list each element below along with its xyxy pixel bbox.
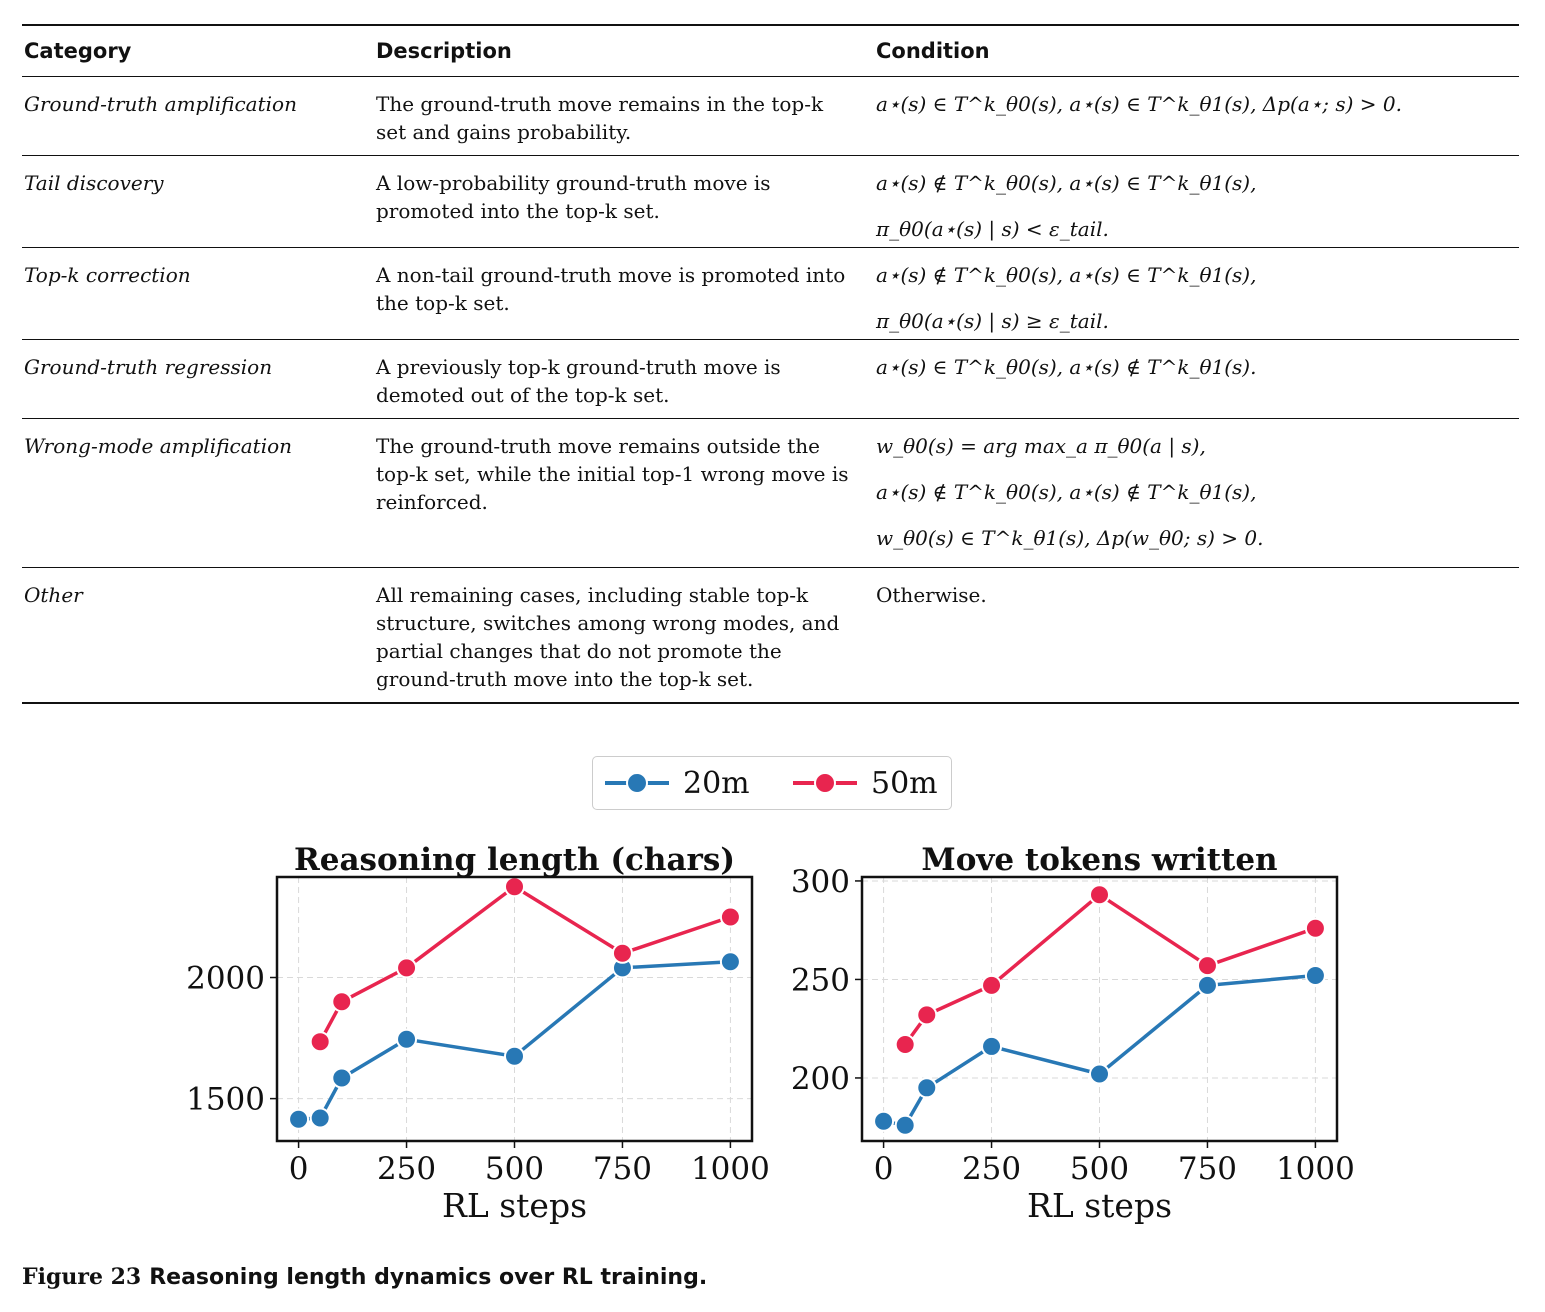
row-condition — [876, 581, 1516, 627]
data-point-20m — [397, 1030, 416, 1049]
table-row — [22, 340, 1519, 418]
legend-marker-20m — [603, 771, 671, 795]
data-point-50m — [982, 976, 1001, 995]
y-tick-label: 300 — [790, 863, 850, 900]
row-category: Top-k correction — [24, 263, 191, 287]
data-point-50m — [505, 877, 524, 896]
x-tick-label: 250 — [376, 1151, 437, 1187]
legend-label-50m: 50m — [871, 765, 938, 801]
condition-line: w_θ0(s) = arg max_a π_θ0(a | s), — [876, 434, 1206, 458]
legend-item-50m — [791, 757, 938, 809]
condition-line: a⋆(s) ∉ T^k_θ0(s), a⋆(s) ∈ T^k_θ1(s), — [876, 171, 1257, 195]
row-description: A previously top-k ground-truth move is demoted out of the top-k set. — [376, 355, 781, 407]
data-point-20m — [1198, 976, 1217, 995]
table-row — [22, 248, 1519, 339]
row-description: All remaining cases, including stable top-k structure, switches among wrong modes, and partial changes that do not promote the ground-truth move into the top-k set. — [376, 583, 840, 691]
row-description: The ground-truth move remains in the top-k set and gains probability. — [376, 92, 824, 144]
data-point-50m — [721, 907, 740, 926]
data-point-20m — [332, 1069, 351, 1088]
table-row — [22, 419, 1519, 567]
condition-line: w_θ0(s) ∈ T^k_θ1(s), Δp(w_θ0; s) > 0. — [876, 526, 1264, 550]
y-tick-label: 2000 — [186, 960, 265, 997]
x-tick-label: 0 — [873, 1151, 894, 1187]
table-bottom-rule — [22, 702, 1519, 704]
data-point-20m — [289, 1110, 308, 1129]
data-point-50m — [311, 1032, 330, 1051]
table-row — [22, 568, 1519, 702]
category-table — [22, 24, 1519, 704]
legend-marker-50m — [791, 771, 859, 795]
figure-caption — [22, 1264, 707, 1290]
data-point-20m — [982, 1037, 1001, 1056]
row-category: Ground-truth amplification — [24, 92, 297, 116]
data-point-50m — [1090, 885, 1109, 904]
series-line-50m — [905, 895, 1315, 1045]
data-point-20m — [721, 952, 740, 971]
row-condition — [876, 353, 1516, 399]
y-tick-label: 250 — [790, 962, 850, 999]
row-category: Ground-truth regression — [24, 355, 273, 379]
y-tick-label: 200 — [790, 1060, 850, 1097]
legend-item-20m — [603, 757, 750, 809]
condition-line: a⋆(s) ∈ T^k_θ0(s), a⋆(s) ∉ T^k_θ1(s). — [876, 355, 1257, 379]
row-category: Wrong-mode amplification — [24, 434, 293, 458]
row-description: A low-probability ground-truth move is promoted into the top-k set. — [376, 171, 771, 223]
x-tick-label: 750 — [1177, 1151, 1238, 1187]
x-tick-label: 250 — [961, 1151, 1022, 1187]
condition-line: a⋆(s) ∉ T^k_θ0(s), a⋆(s) ∉ T^k_θ1(s), — [876, 480, 1257, 504]
table-header-row — [22, 26, 1519, 76]
condition-line: a⋆(s) ∉ T^k_θ0(s), a⋆(s) ∈ T^k_θ1(s), — [876, 263, 1257, 287]
table-row — [22, 77, 1519, 155]
row-category: Tail discovery — [24, 171, 164, 195]
caption-text: Reasoning length dynamics over RL training. — [149, 1265, 708, 1290]
condition-line: π_θ0(a⋆(s) | s) ≥ ε_tail. — [876, 309, 1109, 333]
y-tick-label: 1500 — [186, 1081, 265, 1118]
data-point-20m — [917, 1078, 936, 1097]
data-point-50m — [896, 1035, 915, 1054]
chart-title: Reasoning length (chars) — [293, 842, 736, 878]
x-tick-label: 0 — [288, 1151, 309, 1187]
row-condition — [876, 90, 1516, 136]
data-point-20m — [1090, 1065, 1109, 1084]
data-point-50m — [397, 958, 416, 977]
x-tick-label: 500 — [1069, 1151, 1130, 1187]
data-point-50m — [1306, 919, 1325, 938]
header-condition: Condition — [876, 39, 990, 63]
condition-line: π_θ0(a⋆(s) | s) < ε_tail. — [876, 217, 1109, 241]
legend-label-20m: 20m — [683, 765, 750, 801]
x-tick-label: 1000 — [690, 1151, 770, 1187]
figure-label: Figure 23 — [22, 1264, 142, 1290]
data-point-50m — [332, 992, 351, 1011]
table-row — [22, 156, 1519, 247]
header-description: Description — [376, 39, 512, 63]
data-point-50m — [1198, 956, 1217, 975]
row-description: A non-tail ground-truth move is promoted into the top-k set. — [376, 263, 846, 315]
x-axis-label: RL steps — [441, 1186, 588, 1225]
chart-title: Move tokens written — [921, 842, 1278, 878]
data-point-20m — [896, 1116, 915, 1135]
header-category: Category — [24, 39, 132, 63]
data-point-20m — [505, 1047, 524, 1066]
x-tick-label: 750 — [592, 1151, 653, 1187]
condition-line: Otherwise. — [876, 583, 987, 607]
data-point-20m — [874, 1112, 893, 1131]
charts-area — [0, 830, 1545, 1250]
data-point-20m — [311, 1108, 330, 1127]
x-tick-label: 1000 — [1275, 1151, 1355, 1187]
data-point-50m — [613, 944, 632, 963]
row-condition — [876, 432, 1516, 570]
row-category: Other — [24, 583, 83, 607]
legend-dot — [627, 773, 647, 793]
x-tick-label: 500 — [484, 1151, 545, 1187]
chart-legend — [592, 756, 952, 810]
x-axis-label: RL steps — [1026, 1186, 1173, 1225]
data-point-50m — [917, 1005, 936, 1024]
legend-dot — [815, 773, 835, 793]
condition-line: a⋆(s) ∈ T^k_θ0(s), a⋆(s) ∈ T^k_θ1(s), Δp(a⋆; s) > 0. — [876, 92, 1403, 116]
row-description: The ground-truth move remains outside the top-k set, while the initial top-1 wrong move is reinforced. — [376, 434, 849, 514]
data-point-20m — [1306, 966, 1325, 985]
